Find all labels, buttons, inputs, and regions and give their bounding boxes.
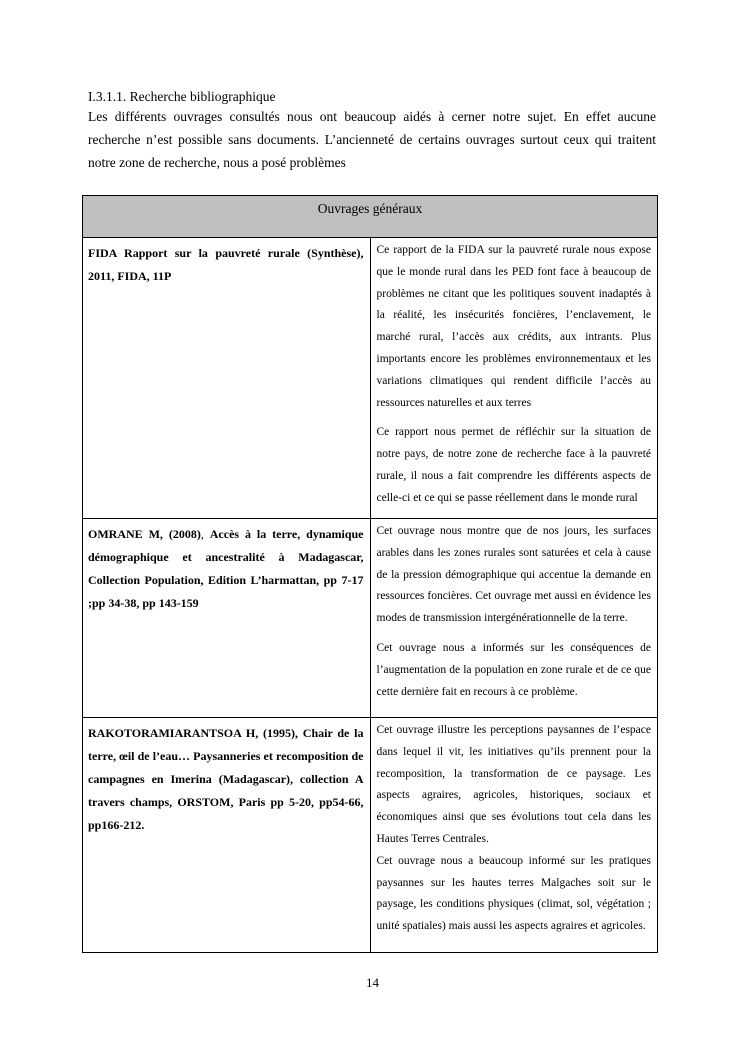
section-heading: I.3.1.1. Recherche bibliographique xyxy=(88,89,276,104)
bibliography-table xyxy=(82,195,658,953)
description-paragraph: Cet ouvrage nous montre que de nos jours, les surfaces arables dans les zones rurales sont saturées et cela à cause de la pression démographique qui accentue la demande en ressources foncières. Cet ouvrage met aussi en évidence les modes de transmission intergénérationnelle de la terre. xyxy=(376,525,651,625)
table-row xyxy=(83,238,658,519)
table-header: Ouvrages généraux xyxy=(83,196,658,238)
description-cell xyxy=(370,519,658,718)
description-cell xyxy=(370,718,658,953)
reference-separator: , xyxy=(200,527,210,541)
reference-cell: FIDA Rapport sur la pauvreté rurale (Synthèse), 2011, FIDA, 11P xyxy=(83,238,371,519)
reference-cell xyxy=(83,519,371,718)
description-paragraph: Ce rapport de la FIDA sur la pauvreté rurale nous expose que le monde rural dans les PED font face à beaucoup de problèmes ne citant que les politiques souvent inadaptés à la réalité, les insécurités foncières, l’enclavement, le marché rural, l’accès aux crédits, aux intrants. Plus importants encore les problèmes environnementaux et les variations climatiques qui rendent difficile l’accès au ressources naturelles et aux terres xyxy=(376,244,651,409)
table-row xyxy=(83,718,658,953)
table-row xyxy=(83,519,658,718)
page-number: 14 xyxy=(366,975,379,990)
description-paragraph: Cet ouvrage nous a beaucoup informé sur les pratiques paysannes sur les hautes terres Malgaches soit sur le paysage, les conditions physiques (climat, sol, végétation ; unité spatiales) mais aussi les aspects agraires et agricoles. xyxy=(376,854,651,933)
reference-title: Accès à la terre, dynamique démographique et ancestralité à Madagascar, Collection Population, Edition L’harmattan, pp 7-17 ;pp 34-38, pp 143-159 xyxy=(88,527,364,610)
reference-cell: RAKOTORAMIARANTSOA H, (1995), Chair de la terre, œil de l’eau… Paysanneries et recomposition de campagnes en Imerina (Madagascar), collection A travers champs, ORSTOM, Paris pp 5-20, pp54-66, pp166-212. xyxy=(83,718,371,953)
description-paragraph: Ce rapport nous permet de réfléchir sur la situation de notre pays, de notre zone de recherche face à la pauvreté rurale, il nous a fait comprendre les différents aspects de celle-ci et ce qui se passe réellement dans le monde rural xyxy=(376,426,651,504)
description-paragraph: Cet ouvrage nous a informés sur les conséquences de l’augmentation de la population en zone rurale et de ce que cette dernière fait en recours à ce problème. xyxy=(376,641,651,698)
description-cell xyxy=(370,238,658,519)
description-paragraph: Cet ouvrage illustre les perceptions paysannes de l’espace dans lequel il vit, les initiatives qu’ils prennent pour la recomposition, la transformation de ce paysage. Les aspects agraires, agricoles, historiques, sociaux et économiques ainsi que ses évolutions tout cela dans les Hautes Terres Centrales. xyxy=(376,724,651,845)
intro-paragraph: Les différents ouvrages consultés nous ont beaucoup aidés à cerner notre sujet. En effet aucune recherche n’est possible sans documents. L’ancienneté de certains ouvrages surtout ceux qui traitent notre zone de recherche, nous a posé problèmes xyxy=(88,109,656,170)
reference-author: OMRANE M, (2008) xyxy=(88,527,201,541)
